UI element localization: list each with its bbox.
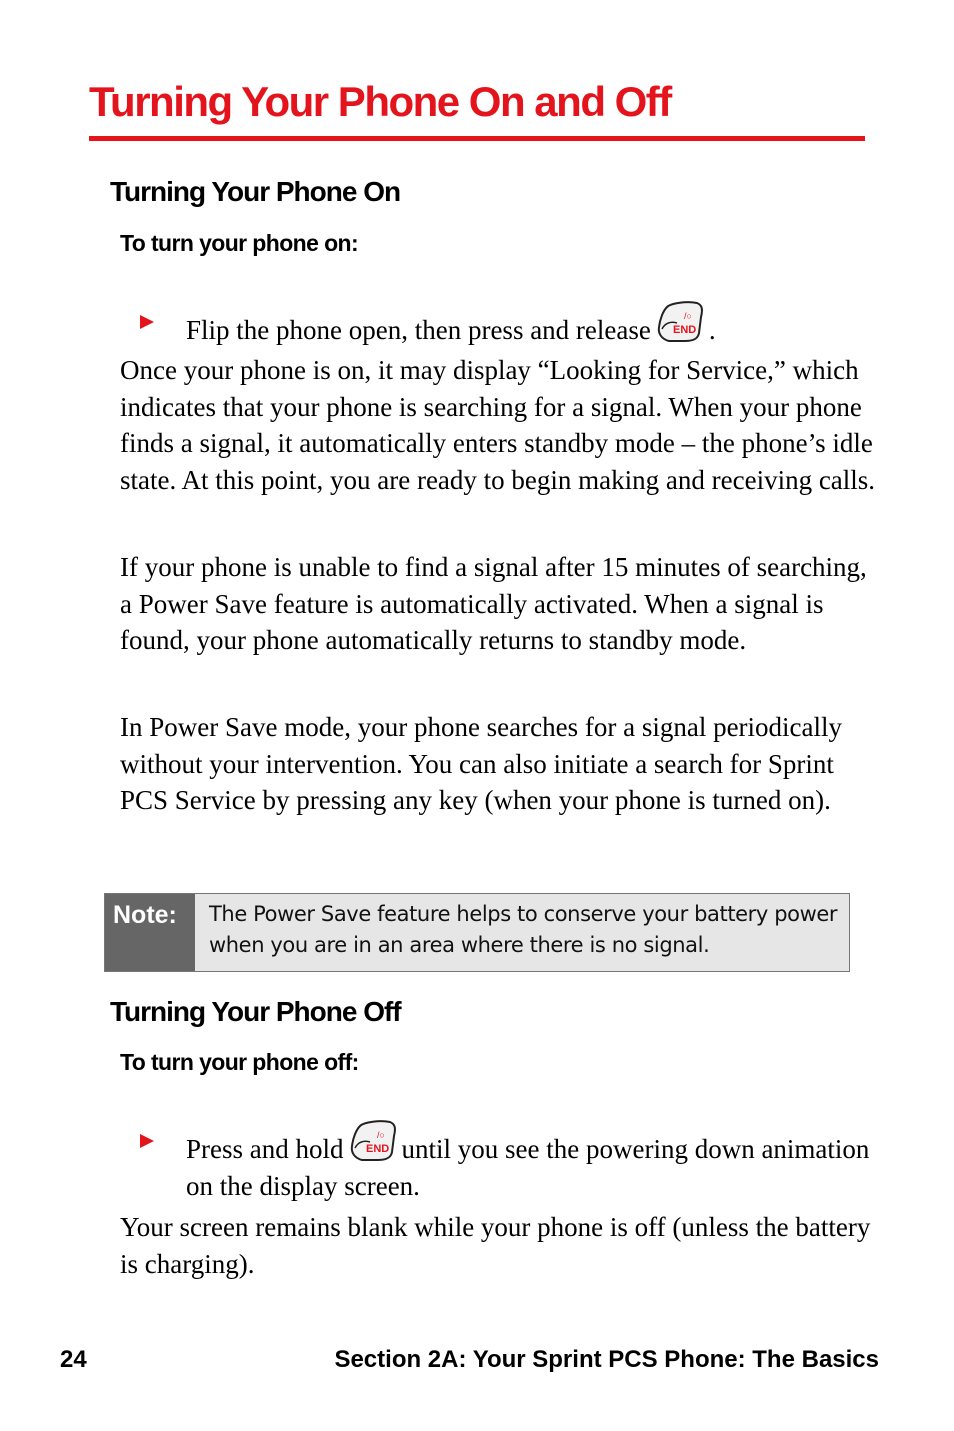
svg-text:/○: /○: [683, 311, 692, 321]
bullet-arrow-icon: [140, 315, 154, 329]
subheading-turn-off: To turn your phone off:: [120, 1049, 359, 1075]
paragraph-power-save-mode: In Power Save mode, your phone searches for a signal periodically without your intervention. You can also initiate a search for Sprint PCS Service by pressing any key (when your phone is turned on).: [120, 712, 843, 815]
footer-section-title: Section 2A: Your Sprint PCS Phone: The Basics: [334, 1346, 879, 1373]
note-box: [104, 893, 850, 972]
title-rule: [89, 136, 865, 141]
paragraph-looking-for-service: Once your phone is on, it may display “Looking for Service,” which indicates that your phone is searching for a signal. When your phone finds a signal, it automatically enters standby mode – the phone’s idle state. At this point, you are ready to begin making and receiving calls.: [120, 355, 876, 495]
bullet-turn-off: [186, 1118, 876, 1205]
end-key-icon: [348, 1118, 398, 1162]
svg-text:/○: /○: [376, 1130, 385, 1140]
end-key-icon: [655, 299, 705, 343]
end-key-label: END: [365, 1143, 389, 1155]
subheading-turn-on: To turn your phone on:: [120, 230, 359, 256]
bullet-turn-off-text: Press and hold: [186, 1134, 344, 1164]
bullet-turn-on-end: .: [708, 315, 716, 345]
heading-turning-off: Turning Your Phone Off: [110, 996, 401, 1027]
paragraph-power-save: If your phone is unable to find a signal after 15 minutes of searching, a Power Save feature is automatically activated. When a signal is found, your phone automatically returns to standby mode.: [120, 552, 867, 655]
page-number: 24: [60, 1346, 87, 1373]
end-key-label: END: [672, 324, 697, 336]
bullet-arrow-icon: [140, 1134, 154, 1148]
bullet-turn-off-rest: until you see the powering down animation on the display screen.: [186, 1134, 870, 1201]
paragraph-screen-blank: Your screen remains blank while your phone is off (unless the battery is charging).: [120, 1212, 871, 1279]
note-label-text: Note:: [113, 901, 177, 929]
bullet-turn-on-text: Flip the phone open, then press and release: [186, 315, 651, 345]
page-title: Turning Your Phone On and Off: [89, 78, 671, 125]
heading-turning-on: Turning Your Phone On: [110, 176, 401, 207]
bullet-turn-on: [186, 299, 876, 349]
note-label: [105, 894, 195, 971]
note-text: The Power Save feature helps to conserve your battery power when you are in an area where there is no signal.: [209, 902, 838, 957]
